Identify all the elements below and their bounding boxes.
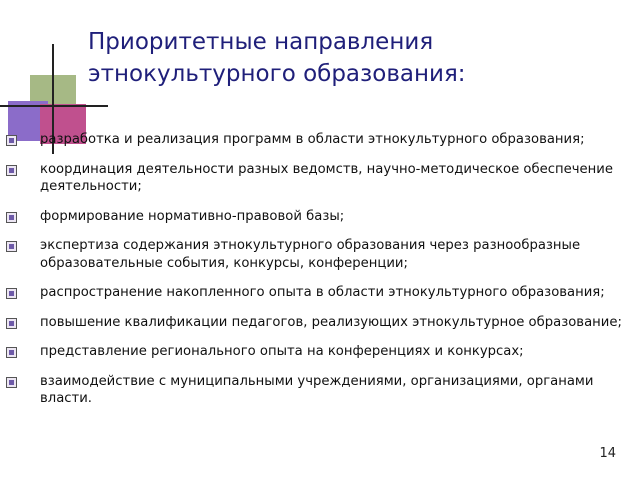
list-item-text: представление регионального опыта на конференциях и конкурсах; <box>40 344 524 359</box>
list-item-text: разработка и реализация программ в области этнокультурного образования; <box>40 132 585 147</box>
square-bullet-icon <box>6 241 17 252</box>
title-line: этнокультурного образования: <box>88 61 466 87</box>
list-item <box>6 237 636 272</box>
decor-line-horizontal <box>0 105 108 107</box>
list-item <box>6 131 636 149</box>
square-bullet-icon <box>6 135 17 146</box>
page-number: 14 <box>599 446 616 461</box>
list-item-text: взаимодействие с муниципальными учреждениями, организациями, органами власти. <box>40 373 594 406</box>
slide-title <box>88 26 608 90</box>
list-item <box>6 343 636 361</box>
list-item <box>6 208 636 226</box>
list-item <box>6 373 636 408</box>
square-bullet-icon <box>6 288 17 299</box>
list-item-text: координация деятельности разных ведомств, научно-методическое обеспечение деятельности; <box>40 161 613 194</box>
list-item <box>6 284 636 302</box>
square-bullet-icon <box>6 212 17 223</box>
square-bullet-icon <box>6 165 17 176</box>
square-bullet-icon <box>6 377 17 388</box>
title-line: Приоритетные направления <box>88 29 434 55</box>
list-item-text: экспертиза содержания этнокультурного образования через разнообразные образовательные события, конкурсы, конференции; <box>40 238 581 271</box>
square-bullet-icon <box>6 347 17 358</box>
list-item <box>6 161 636 196</box>
list-item-text: повышение квалификации педагогов, реализующих этнокультурное образование; <box>40 314 622 330</box>
list-item-text: распространение накопленного опыта в области этнокультурного образования; <box>40 285 605 300</box>
square-bullet-icon <box>6 318 17 329</box>
list-item <box>6 314 636 332</box>
bullet-list <box>6 131 636 420</box>
list-item-text: формирование нормативно-правовой базы; <box>40 208 345 224</box>
